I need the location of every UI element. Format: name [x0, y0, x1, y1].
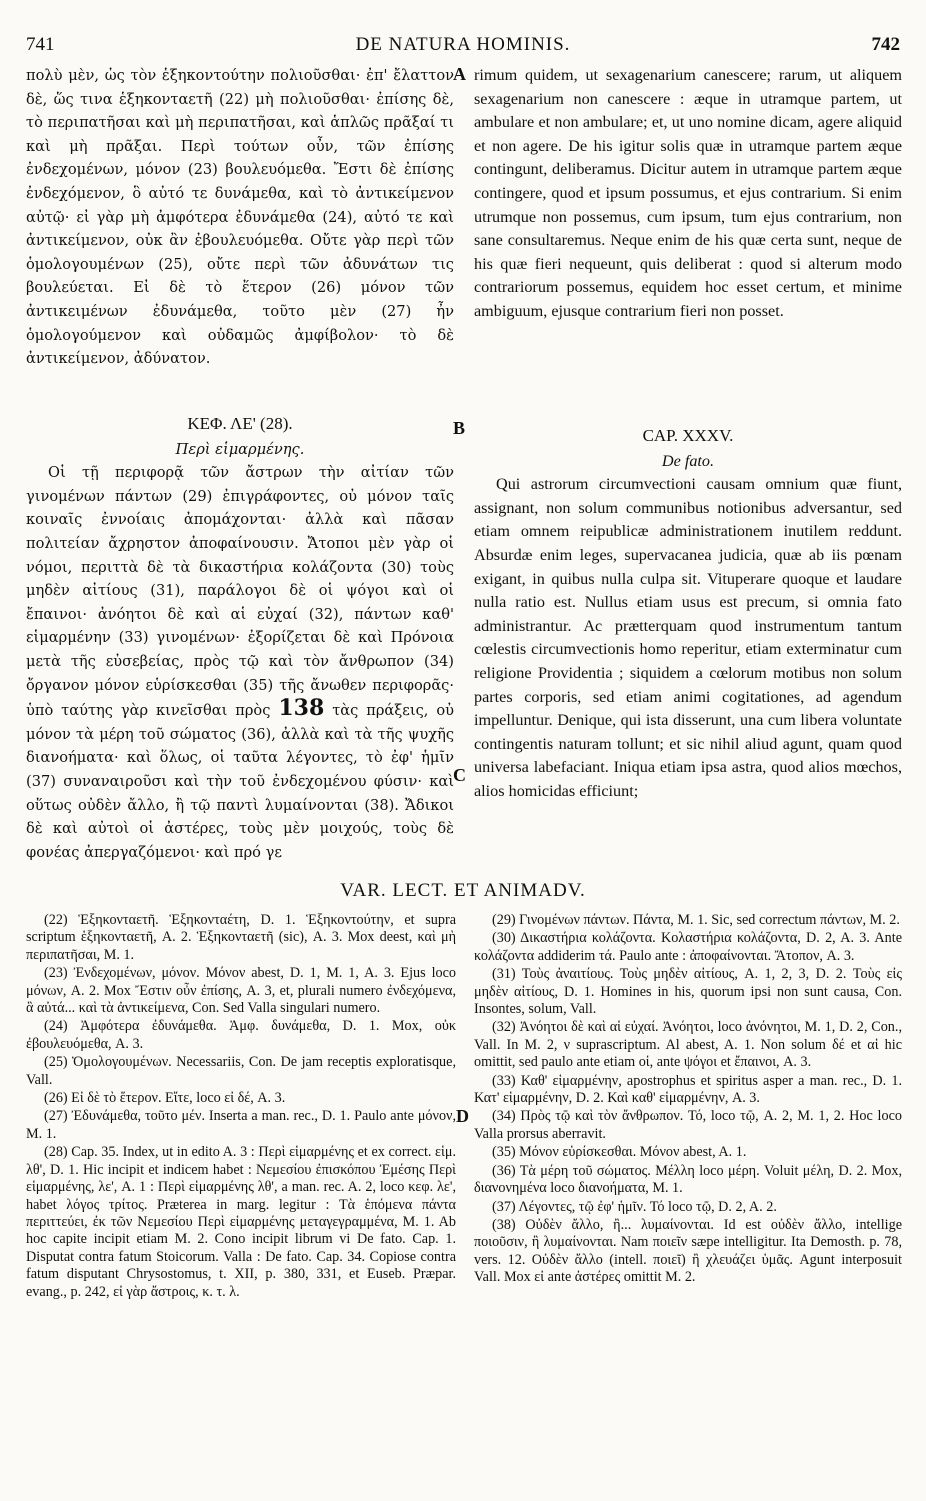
note-26: (26) Εἰ δὲ τὸ ἕτερον. Εἴτε, loco εἰ δέ, A. 3. [44, 1090, 286, 1107]
note-30: (30) Δικαστήρια κολάζοντα. Κολαστήρια κολάζοντα, D. 2, A. 3. Ante κολάζοντα addiderim τά. Paulo ante : ἀποφαίνονται. Ἄτοπον, A. 3. [474, 930, 902, 964]
note-22: (22) Ἑξηκονταετῆ. Ἑξηκονταέτη, D. 1. Ἑξηκοντούτην, et supra scriptum ἑξηκονταετῆ, A. 2. Ἑξηκονταετῆ (sic), A. 3. Mox deest, καὶ μὴ περιπατῆσαι, M. 1. [26, 912, 456, 963]
variant-readings-title: VAR. LECT. ET ANIMADV. [340, 880, 586, 901]
margin-letter-d: D [456, 1106, 469, 1126]
running-header [26, 34, 900, 60]
note-36: (36) Τὰ μέρη τοῦ σώματος. Μέλλη loco μέρη. Voluit μέλη, D. 2. Mox, διανονημένα loco διανοήματα, M. 1. [474, 1162, 902, 1197]
note-38: (38) Οὐδὲν ἄλλο, ἢ... λυμαίνονται. Id est οὐδὲν ἄλλο, intellige ποιοῦσιν, ἢ λυμαίνονται. Nam ποιεῖν sæpe intelligitur. Ita Demosth. p. 78, vers. 12. Οὐδὲν ἄλλο (intell. ποιεῖ) ἢ χλευάζει ὑμᾶς. Agunt interposuit Vall. Mox εἰ ante ἀστέρες omittit M. 2. [474, 1216, 902, 1286]
latin-chapter-subtitle: De fato. [661, 451, 715, 470]
greek-paragraph-top: πολὺ μὲν, ὡς τὸν ἑξηκοντούτην πολιοῦσθαι· ἐπ' ἔλαττον δὲ, ὥς τινα ἑξηκονταετῆ (22) μὴ πολιοῦσθαι· ἐπίσης δὲ, τὸ περιπατῆσαι καὶ μὴ περιπατῆσαι, καὶ ἁπλῶς πρᾶξαί τι καὶ μὴ πρᾶξαι. Περὶ τούτων οὖν, τῶν ἐπίσης ἐνδεχομένων, μόνον (23) βουλευόμεθα. Ἔστι δὲ ἐπίσης ἐνδεχόμενον, ὃ αὐτό τε δυνάμεθα, καὶ τὸ ἀντικείμενον αὐτῷ· εἰ γὰρ μὴ ἀμφότερα ἐδυνάμεθα (24), αὐτό τε καὶ ἀντικείμενον, οὐκ ἂν ἐβουλευόμεθα. Οὔτε γὰρ περὶ τῶν ὁμολογουμένων (25), οὔτε περὶ τῶν ἀδυνάτων τις βουλεύεται. Εἰ δὲ τὸ ἕτερον (26) μόνον τῶν ἀντικειμένων ἐδυνάμεθα, τοῦτο μὲν (27) ἦν ὁμολογούμενον καὶ οὐδαμῶς ἀμφίβολον· τὸ δὲ ἀντικείμενον, ἀδύνατον. [26, 67, 454, 368]
notes-right-column [474, 912, 902, 1482]
latin-chapter-text: Qui astrorum circumvectioni causam omnium quæ fiunt, assignant, non solum communibus notionibus adversantur, sed etiam omnem reipublicæ administrationem inutilem reddunt. Absurdæ enim leges, supervacanea judicia, quæ ab iis pœnam exigant, in quibus nulla culpa sit. Vituperare quoque et laudare nulla ratio est. Nullus etiam usus est precum, si omnia fato administrantur. Ac prætterquam quod instrumentum tantum cœlestis circumvectionis homo reperitur, etiam exterminatur cum religione Providentia ; siquidem a cœlorum motibus non solum partes corporis, sed etiam animi cogitationes, ad agendum impelluntur. Denique, qui ista disserunt, una cum libera voluntate contingentis naturam tollunt; et sic nihil aliud agunt, quam quod universa labefaciant. Iniqua etiam ipsa astra, quod alios mœchos, alios homicidas efficiunt; [474, 475, 902, 800]
page-number-left: 741 [26, 34, 55, 55]
margin-letter-b: B [453, 418, 466, 438]
latin-paragraph-top: rimum quidem, ut sexagenarium canescere; rarum, ut aliquem sexagenarium non canescere : æque in utramque partem, ut ambulare et non ambulare; et, ut uno nomine dicam, agere aliquid et non agere. De his igitur solis quæ in utramque partem æque contingunt, deliberamus. Dicitur autem in utramque partem æque contingere, quod et ipsum possumus, et ejus contrarium. Si enim utrumque non possemus, cum ipsum, tum ejus contrarium, non sane consultaremus. Neque enim de his quæ certa sunt, neque de his quæ fieri nequeunt, quis deliberat : quod si alterum modo contrariorum possemus, equidem hoc esset certum, et minime ambiguum, ejusque contrarium fieri non posset. [474, 66, 902, 320]
greek-chapter-text [26, 461, 454, 864]
margin-letter-c: C [453, 765, 466, 785]
latin-chapter-block [474, 406, 902, 876]
column-marker-number: 138 [278, 695, 325, 722]
greek-column-top [26, 64, 454, 374]
note-32: (32) Ἀνόητοι δὲ καὶ αἱ εὐχαί. Ἀνόητοι, loco ἀνόνητοι, M. 1, D. 2, Con., Vall. In M. 2, ν suprascriptum. Al abest, A. 1. Non solum δέ et αἱ hic omittit, sed paulo ante etiam οἱ, ante ψόγοι et ἔπαινοι, A. 3. [474, 1019, 902, 1071]
note-29: (29) Γινομένων πάντων. Πάντα, M. 1. Sic, sed correctum πάντων, M. 2. [492, 912, 900, 928]
note-23: (23) Ἐνδεχομένων, μόνον. Μόνον abest, D. 1, M. 1, A. 3. Ejus loco μόνων, A. 2. Mox Ἔστιν οὖν ἐπίσης, A. 3, et, plurali numero ἐνδεχόμενα, ἃ αὐτά... καὶ τὰ ἀντικείμενα, Con. Sed Valla singulari numero. [26, 965, 456, 1017]
note-35: (35) Μόνον εὑρίσκεσθαι. Μόνον abest, A. 1. [492, 1144, 747, 1161]
greek-text-part-2: τὰς πράξεις, οὐ μόνον τὰ μέρη τοῦ σώματος (36), ἀλλὰ καὶ τὰ τῆς ψυχῆς διανοήματα· καὶ ὅλως, οἱ ταῦτα λέγοντες, τὸ ἐφ' ἡμῖν (37) συναναιροῦσι καὶ τὴν τοῦ ἐνδεχομένου φύσιν· καὶ οὕτως οὐδὲν ἄλλο, ἢ τῷ παντὶ λυμαίνονται (38). Ἄδικοι δὲ καὶ αὐτοὶ οἱ ἀστέρες, τοὺς μὲν μοιχούς, τοὺς δὲ φονέας ἀπεργαζόμενοι· καὶ πρό γε [26, 702, 454, 861]
running-title: DE NATURA HOMINIS. [355, 34, 571, 55]
latin-chapter-title: CAP. XXXV. [642, 426, 734, 445]
note-25: (25) Ὁμολογουμένων. Necessariis, Con. De jam receptis exploratisque, Vall. [26, 1054, 456, 1088]
page-number-right: 742 [871, 34, 900, 55]
note-33: (33) Καθ' εἱμαρμένην, apostrophus et spiritus asper a man. rec., D. 1. Κατ' εἱμαρμένην, D. 2. Καὶ καθ' εἱμαρμένην, A. 3. [474, 1072, 902, 1107]
note-31: (31) Τοὺς ἀναιτίους. Τοὺς μηδὲν αἰτίους, A. 1, 2, 3, D. 2. Τοὺς εἰς μηδὲν αἰτίους, D. 1. Homines in his, quorum ipsi non sunt causa, Con. Insontes, solum, Vall. [474, 966, 902, 1018]
latin-column-top [474, 64, 902, 419]
note-34: (34) Πρὸς τῷ καὶ τὸν ἄνθρωπον. Τό, loco τῷ, A. 2, M. 1, 2. Hoc loco Valla prorsus aberravit. [474, 1108, 902, 1142]
greek-chapter-block [26, 406, 454, 876]
note-24: (24) Ἀμφότερα ἐδυνάμεθα. Ἀμφ. δυνάμεθα, D. 1. Mox, οὐκ ἐβουλευόμεθα, A. 3. [26, 1018, 456, 1052]
margin-letter-a: A [453, 64, 466, 84]
note-28: (28) Cap. 35. Index, ut in edito A. 3 : Περὶ εἱμαρμένης et ex correct. εἱμ. λθ', D. 1. Hic incipit et indicem habet : Νεμεσίου ἐπισκόπου Ἐμέσης Περὶ εἱμαρμένης, λε', A. 1 : Περὶ εἱμαρμένης λθ', a man. rec. A. 2, loco κεφ. λε', habet λόγος τρίτος. Præterea in marg. legitur : Τὰ ἑπόμενα πάντα περιττεύει, ἐκ τῶν Νεμεσίου Περὶ εἱμαρμένης μεταγεγραμμένα, M. 1. Ab hoc capite incipit etiam M. 2. Cono incipit librum vi De fato. Cap. 1. Disputat contra fatum Stoicorum. Valla : De fato. Cap. 34. Copiose contra fatum disputant Chrysostomus, t. XII, p. 380, 331, et Euseb. Præpar. evang., p. 242, εἰ γὰρ ἄστροις, κ. τ. λ. [26, 1144, 456, 1300]
note-37: (37) Λέγοντες, τῷ ἐφ' ἡμῖν. Τό loco τῷ, D. 2, A. 2. [492, 1198, 777, 1215]
greek-chapter-title: ΚΕΦ. ΛΕ' (28). [187, 414, 293, 433]
note-27: (27) Ἐδυνάμεθα, τοῦτο μέν. Inserta a man. rec., D. 1. Paulo ante μόνον, M. 1. [26, 1108, 456, 1142]
greek-chapter-subtitle: Περὶ εἱμαρμένης. [175, 440, 305, 458]
greek-text-part-1: Οἱ τῇ περιφορᾷ τῶν ἄστρων τὴν αἰτίαν τῶν γινομένων πάντων (29) ἐπιγράφοντες, οὐ μόνον ταῖς κοιναῖς ἐννοίαις ἀπομάχονται· ἀλλὰ καὶ πᾶσαν πολιτείαν ἄχρηστον ἀποφαίνουσιν. Ἄτοποι μὲν γὰρ οἱ νόμοι, περιττὰ δὲ τὰ δικαστήρια κολάζοντα (30) τοὺς μηδὲν αἰτίους (31), παράλογοι δὲ οἱ ψόγοι καὶ οἱ ἔπαινοι· ἀνόητοι δὲ καὶ αἱ εὐχαί (32), πάντων καθ' εἱμαρμένην (33) γινομένων· ἐξορίζεται δὲ καὶ Πρόνοια μετὰ τῆς εὐσεβείας, πρὸς τῷ καὶ τὸν ἄνθρωπον (34) ὄργανον μόνον εὑρίσκεσθαι (35) τῆς ἄνωθεν περιφορᾶς· ὑπὸ ταύτης γὰρ κινεῖσθαι πρὸς [26, 464, 454, 720]
notes-left-column [26, 912, 456, 1482]
